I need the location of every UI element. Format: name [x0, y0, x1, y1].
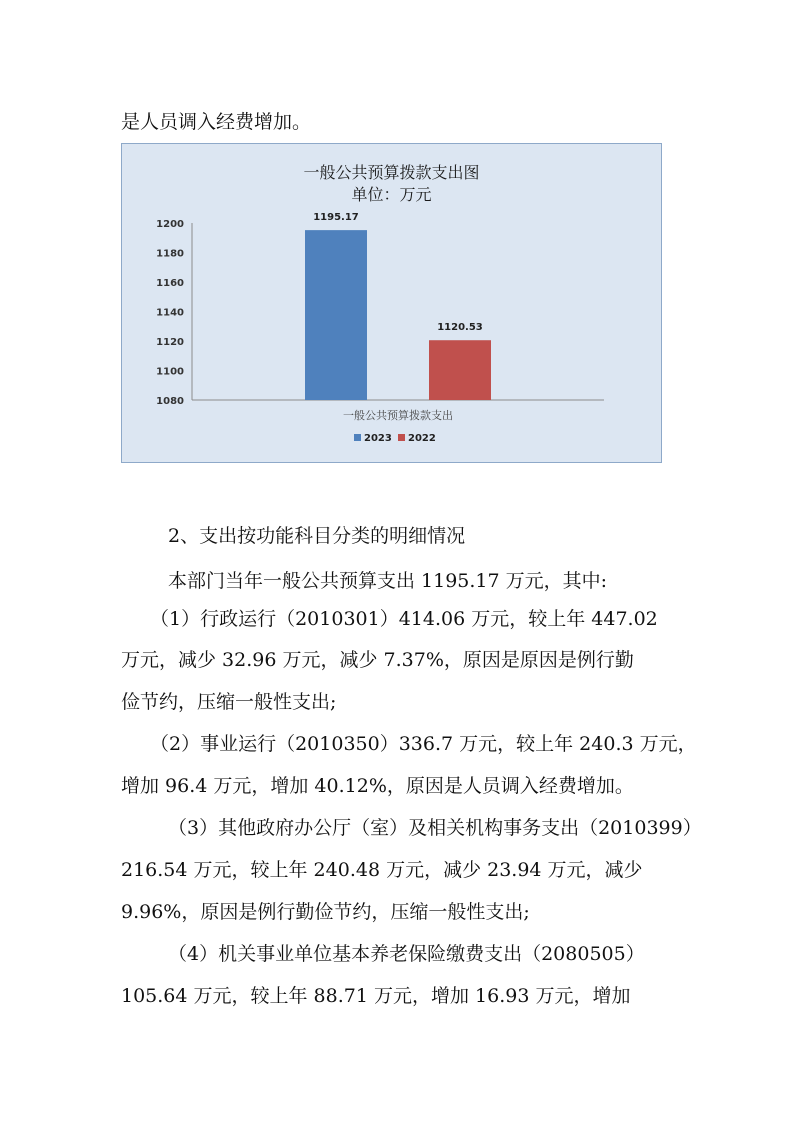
paragraph-line: 9.96%，原因是例行勤俭节约，压缩一般性支出;: [121, 901, 530, 923]
legend-label: 2023: [364, 433, 392, 444]
x-category-label: 一般公共预算拨款支出: [343, 409, 453, 422]
data-label: 1120.53: [437, 322, 483, 334]
y-tick-label: 1200: [156, 219, 184, 230]
chart-subtitle: 单位：万元: [351, 185, 432, 204]
chart-plot: [122, 144, 661, 462]
legend-swatch: [398, 434, 405, 441]
y-tick-label: 1140: [156, 307, 184, 319]
bar-2023: [305, 230, 367, 400]
paragraph-line: （3）其他政府办公厅（室）及相关机构事务支出（2010399）: [168, 817, 702, 839]
legend-swatch: [354, 434, 361, 441]
paragraph-line: 增加 96.4 万元，增加 40.12%，原因是人员调入经费增加。: [121, 775, 634, 797]
y-tick-label: 1120: [156, 337, 184, 348]
paragraph-line: （1）行政运行（2010301）414.06 万元，较上年 447.02: [150, 608, 658, 630]
y-tick-label: 1160: [156, 278, 184, 289]
paragraph-line: 万元，减少 32.96 万元，减少 7.37%，原因是原因是例行勤: [121, 649, 634, 671]
bar-2022: [429, 340, 491, 400]
paragraph-line: 俭节约，压缩一般性支出;: [121, 691, 337, 713]
section-heading: 2、支出按功能科目分类的明细情况: [168, 525, 466, 547]
y-tick-label: 1180: [156, 248, 184, 260]
chart-title: 一般公共预算拨款支出图: [303, 163, 480, 182]
paragraph-line: 本部门当年一般公共预算支出 1195.17 万元，其中:: [168, 570, 608, 592]
bar-chart: [121, 143, 662, 463]
data-label: 1195.17: [313, 212, 359, 224]
y-tick-label: 1080: [156, 396, 184, 407]
intro-line: 是人员调入经费增加。: [121, 111, 312, 133]
paragraph-line: 105.64 万元，较上年 88.71 万元，增加 16.93 万元，增加: [121, 985, 631, 1007]
paragraph-line: （4）机关事业单位基本养老保险缴费支出（2080505）: [168, 943, 645, 965]
legend-label: 2022: [408, 433, 436, 444]
paragraph-line: 216.54 万元，较上年 240.48 万元，减少 23.94 万元，减少: [121, 859, 643, 881]
paragraph-line: （2）事业运行（2010350）336.7 万元，较上年 240.3 万元，: [150, 733, 697, 755]
y-tick-label: 1100: [156, 366, 184, 378]
